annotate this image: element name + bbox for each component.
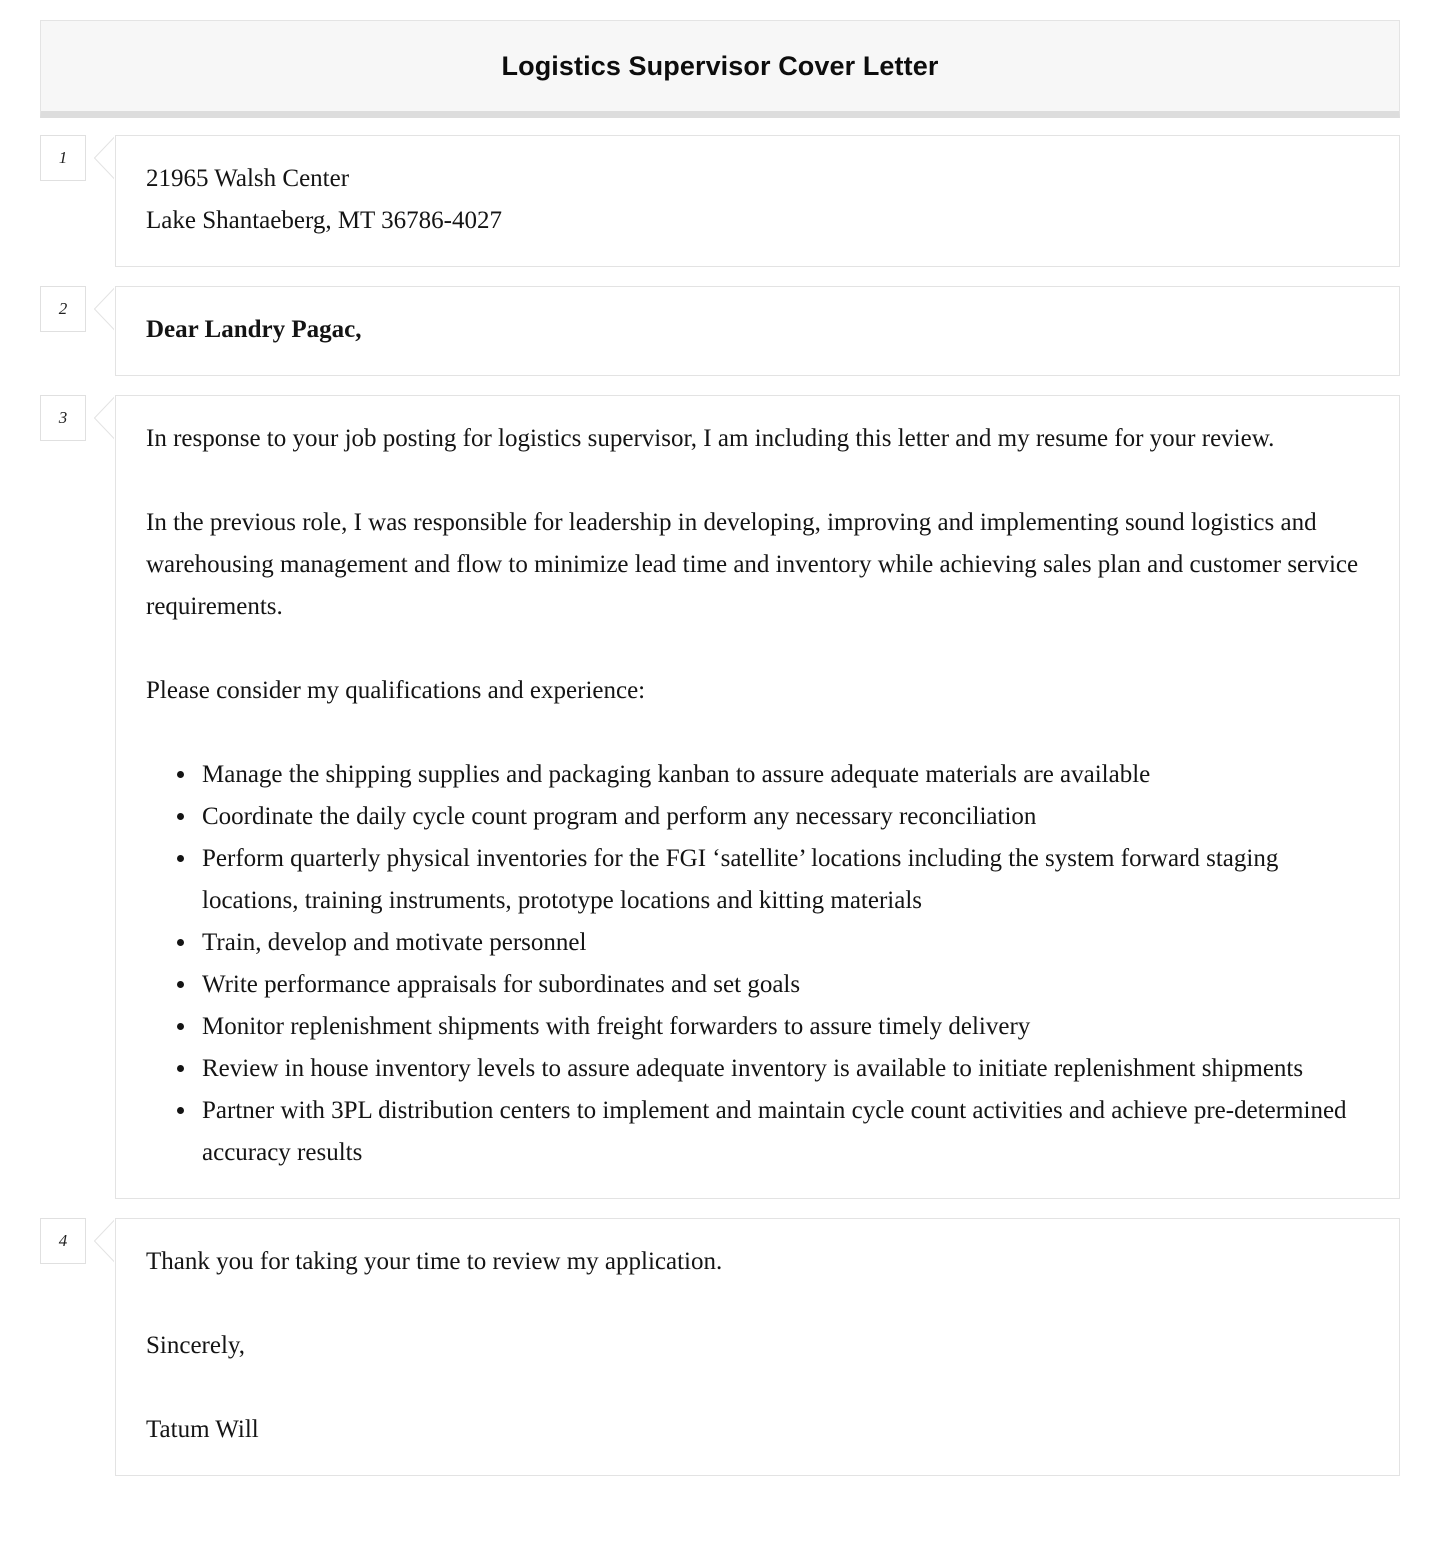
panel-wrapper-address <box>115 135 1400 267</box>
annotated-blocks <box>40 118 1400 1476</box>
body-panel <box>115 395 1400 1199</box>
thank-you-text: Thank you for taking your time to review my application. <box>146 1248 723 1275</box>
panel-wrapper-closing <box>115 1218 1400 1476</box>
body-paragraph-3: Please consider my qualifications and experience: <box>146 677 646 704</box>
block-number-badge-3[interactable] <box>40 395 86 441</box>
list-item: • Monitor replenishment shipments with freight forwarders to assure timely delivery <box>198 1006 1373 1048</box>
block-salutation <box>40 286 1400 376</box>
list-item: • Train, develop and motivate personnel <box>198 922 1373 964</box>
address-panel <box>115 135 1400 267</box>
block-closing <box>40 1218 1400 1476</box>
list-item: • Review in house inventory levels to assure adequate inventory is available to initiate replenishment shipments <box>198 1048 1373 1090</box>
closing-panel <box>115 1218 1400 1476</box>
block-number-badge-4[interactable] <box>40 1218 86 1264</box>
cover-letter-page <box>0 20 1440 1476</box>
panel-wrapper-body <box>115 395 1400 1199</box>
list-item: • Write performance appraisals for subordinates and set goals <box>198 964 1373 1006</box>
badge-panel-gap <box>86 395 115 1199</box>
list-item: • Partner with 3PL distribution centers to implement and maintain cycle count activities and achieve pre-determined accuracy results <box>198 1090 1373 1174</box>
block-number-badge-1[interactable] <box>40 135 86 181</box>
page-title: Logistics Supervisor Cover Letter <box>501 50 939 81</box>
list-item: • Perform quarterly physical inventories for the FGI ‘satellite’ locations including the system forward staging locations, training instruments, prototype locations and kitting materials <box>198 838 1373 922</box>
list-item: • Coordinate the daily cycle count program and perform any necessary reconciliation <box>198 796 1373 838</box>
signoff-text: Sincerely, <box>146 1332 246 1359</box>
salutation-text: Dear Landry Pagac, <box>146 316 362 343</box>
qualifications-list <box>146 754 1373 1174</box>
list-item: • Manage the shipping supplies and packaging kanban to assure adequate materials are available <box>198 754 1373 796</box>
document-header <box>40 20 1400 118</box>
block-number-badge-2[interactable] <box>40 286 86 332</box>
block-address <box>40 135 1400 267</box>
panel-wrapper-salutation <box>115 286 1400 376</box>
block-number-label: 2 <box>58 299 68 318</box>
address-line-2: Lake Shantaeberg, MT 36786-4027 <box>146 207 502 234</box>
block-number-label: 1 <box>58 148 68 167</box>
badge-panel-gap <box>86 286 115 376</box>
body-paragraph-2: In the previous role, I was responsible for leadership in developing, improving and implementing sound logistics and warehousing management and flow to minimize lead time and inventory while achieving sales plan and customer service requirements. <box>146 509 1359 620</box>
badge-panel-gap <box>86 135 115 267</box>
block-body <box>40 395 1400 1199</box>
body-paragraph-1: In response to your job posting for logistics supervisor, I am including this letter and my resume for your review. <box>146 425 1275 452</box>
signature-name: Tatum Will <box>146 1416 259 1443</box>
salutation-panel <box>115 286 1400 376</box>
block-number-label: 3 <box>58 408 68 427</box>
address-line-1: 21965 Walsh Center <box>146 165 350 192</box>
badge-panel-gap <box>86 1218 115 1476</box>
block-number-label: 4 <box>58 1231 68 1250</box>
